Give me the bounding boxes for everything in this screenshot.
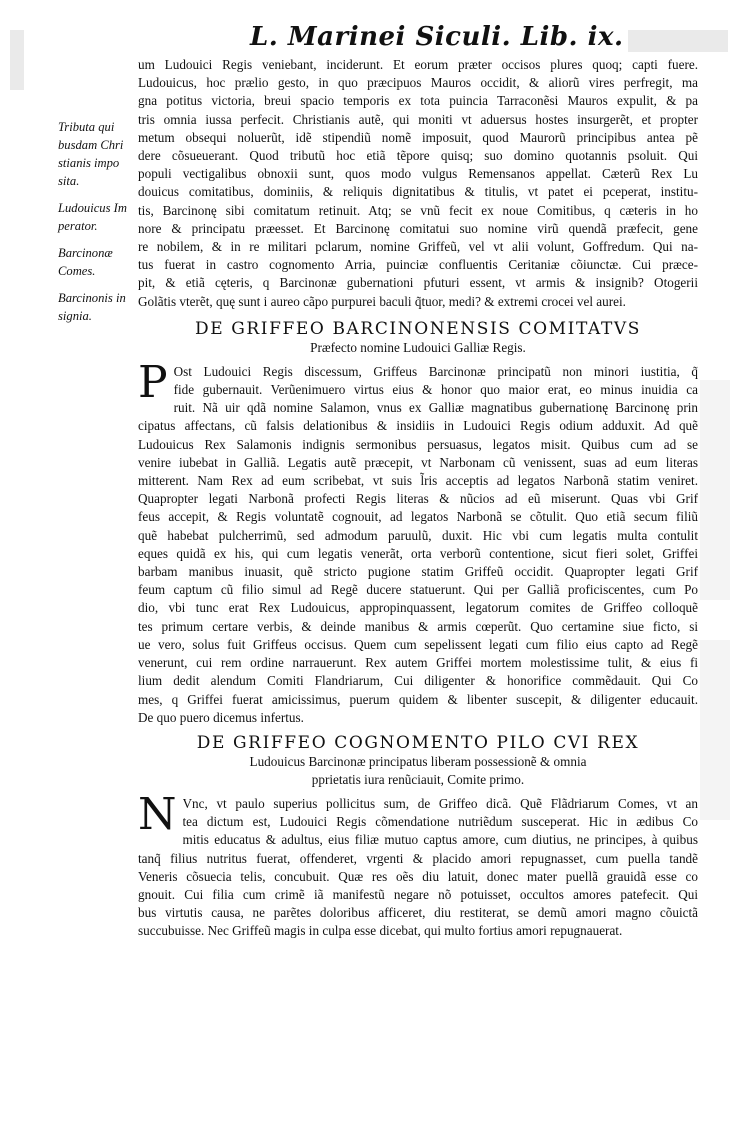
text-line: pit, & etiã cęteris, q Barcinonæ gubernationi pfuturi essent, vt armis & insignib? Otogerii (138, 275, 698, 291)
margin-notes (58, 118, 138, 334)
text-line: cipatus affectans, cũ falsis delationibus & insidiis in Ludouici Regis odium adduxit. Ad quẽ (138, 418, 698, 434)
text-line: Veneris cõsuecia telis, concubuit. Quæ res oẽs diu latuit, donec mater puellã grauidã esse co (138, 868, 698, 884)
text-line: feum captum cũ filio simul ad Regẽ ducere statuerunt. Qui per Galliã proficiscentes, cum Po (138, 582, 698, 598)
bleed-through-mark (700, 380, 730, 600)
chapter-heading: DE GRIFFEO COGNOMENTO PILO CVI REX (196, 732, 640, 753)
text-line: Ludouicus, hoc prælio gesto, in quo præcipuos Mauros occidit, & aliorũ vires perfregit, ma (138, 75, 698, 91)
text-line: De quo puero dicemus infertus. (138, 709, 304, 725)
text-line: Quapropter legati Narbonã profecti Regis literas & nũcios ad eũ miserunt. Quas vbi Grif (138, 491, 698, 507)
text-line: metum obsequi noluerũt, idẽ stipendiũ nomẽ imposuit, quod Maurorũ principibus antea pẽ (138, 129, 698, 145)
chapter-subheading (138, 753, 698, 789)
running-head: L. Marinei Siculi. Lib. ix. (250, 22, 624, 52)
text-line: dio, vbi tunc erat Rex Ludouicus, appropinquassent, legatorum comites de Griffeo colloquẽ (138, 600, 698, 616)
text-line: douicus comitatibus, dominiis, & reliquis dignitatibus & titulis, vt patet ei pceperat, institu- (138, 184, 698, 200)
text-line: bus virtutis causa, ne parẽtes doloribus afficeret, diu restiterat, se demũ amori magno cõuictã (138, 905, 698, 921)
text-line: fide gubernauit. Verũenimuero virtus eius & honor quo maior erat, eo minus inuidia ca (173, 382, 698, 398)
paragraph-continued (138, 56, 698, 311)
text-line: tanq̃ filius nutritus fuerat, offenderet, vrgenti & placido amori repugnasset, cum puella tandẽ (138, 850, 698, 866)
chapter-subheading: Præfecto nomine Ludouici Galliæ Regis. (310, 339, 526, 355)
chapter-heading: DE GRIFFEO BARCINONENSIS COMITATVS (194, 318, 642, 339)
text-line: lium dedit alendum Comiti Flandriarum, Cui diligenter & honorifice commẽdauit. Qui Co (138, 673, 698, 689)
bleed-through-mark (700, 640, 730, 820)
text-line: um Ludouici Regis veniebant, inciderunt. Et eorum præter occisos plures quoq; capti fuere. (138, 57, 698, 72)
text-line: Golãtis vterẽt, quę sunt i aureo cãpo purpurei baculi q̃tuor, medi? & extremi crocei vel aurei. (138, 293, 626, 309)
drop-cap: N (138, 788, 177, 840)
text-line: ue vero, solus fuit Griffeus occisus. Quem cum sepelissent legati cum filio eius capto ad Regẽ (138, 636, 698, 652)
text-line: mitis educatus & adultus, eius filiæ mutuo captus amore, cum diutius, ne principes, à quibus (182, 832, 698, 848)
text-line: nore & principatu præesset. Et Barcinonę comitatui suo nomine virũ quendã præfecit, gene (138, 220, 698, 236)
text-line: feus accepit, & Regis voluntatẽ cognouit, ad legatos Narbonã se cõtulit. Quo etiã secum filiũ (138, 509, 698, 525)
text-line: dere cõsueuerant. Quod tributũ hoc etiã tẽpore quisq; suo domino quotannis psoluit. Qui (138, 148, 698, 164)
text-line: venerunt, cui rem ordine narrauerunt. Rex autem Griffei mortem molestissime tulit, & eius fi (138, 655, 698, 671)
text-line: tus fuerat in castro cognomento Arria, puinciæ confluentis Ceritaniæ cõiunctæ. Cui præce- (138, 257, 698, 273)
text-line: tris omnia iussa perfecit. Christianis autẽ, qui moniti vt aduersus hostes insurgerẽt, et propter (138, 111, 698, 127)
main-text (138, 56, 698, 941)
subheading-line: pprietatis iura renũciauit, Comite primo. (311, 771, 525, 787)
text-line: gna potitus victoria, breui spacio temporis ex tota puincia Tarraconẽsi Mauros expulit, & pa (138, 93, 698, 109)
chapter-paragraph (138, 356, 698, 727)
text-line: succubuisse. Nec Griffeũ magis in culpa esse dicebat, qui multo fortius amori repugnauerat. (138, 923, 623, 939)
text-line: venire iubebat in Galliã. Legatis autẽ præcepit, vt Narbonam cũ venissent, suas ad eum literas (138, 454, 698, 470)
subheading-line: Ludouicus Barcinonæ principatus liberam possessionẽ & omnia (249, 753, 587, 769)
drop-cap: P (138, 356, 168, 408)
text-line: Ost Ludouici Regis discessum, Griffeus Barcinonæ principatũ non minori iustitia, q̃ (173, 363, 698, 379)
bleed-through-mark (628, 30, 728, 52)
margin-note: Ludouicus Im perator. (58, 201, 127, 233)
text-line: tis, Barcinonę sibi comitatum retinuit. Atq; se vnũ fecit ex noue Comitibus, q cæteris in ho (138, 202, 698, 218)
text-line: barbam manibus inuasit, quẽ stricto pugione statim Griffeũ occidit. Quapropter legati Grif (138, 564, 698, 580)
text-line: re nobilem, & in re militari pclarum, nomine Griffeũ, vel vt alii volunt, Goffredum. Qui na- (138, 239, 698, 255)
bleed-through-mark (10, 30, 24, 90)
text-line: Ludouicus Rex Salamonis indignis sermonibus persuasus, legatos misit. Quibus cum ad se (138, 436, 698, 452)
margin-note: Barcinonæ Comes. (58, 246, 113, 278)
text-line: mes, q Griffei fuerat amicissimus, puerum quidem & libenter suscepit, & diligenter educauit. (138, 691, 698, 707)
text-line: Vnc, vt paulo superius pollicitus sum, de Griffeo dicã. Quẽ Flãdriarum Comes, vt an (182, 795, 698, 811)
text-line: gnouit. Cui filia cum crimẽ iã manifestũ negare nõ potuisset, occultos amores patefecit. Qui (138, 886, 698, 902)
margin-note: Tributa qui busdam Chri stianis impo sita. (58, 120, 124, 188)
margin-note: Barcinonis in signia. (58, 291, 126, 323)
chapter-paragraph (138, 788, 698, 941)
text-line: ruit. Nã uir qdã nomine Salamon, vnus ex Galliæ magnatibus gubernationę Barcinonę prin (173, 400, 698, 416)
text-line: tes primum certare verbis, & deinde manibus & armis cœperũt. Quo certamine siue ficto, si (138, 618, 698, 634)
text-line: quẽ habebat pulcherrimũ, sed admodum paruulũ, duxit. Hic vbi cum legatis multa contulit (138, 527, 698, 543)
text-line: mitterent. Nam Rex ad eum scribebat, vt suis l̃ris acceptis ad legatos Narbonã statim veniret. (138, 473, 698, 489)
text-line: tea dictum est, Ludouici Regis cõmendatione nutriẽdum susceperat. Hic in ædibus Co (182, 814, 698, 830)
text-line: populi vectigalibus obnoxii sunt, quos modo vulgus Remensanos appellat. Cæterũ Rex Lu (138, 166, 698, 182)
text-line: eques quidã ex his, qui cum legatis venerãt, orta verborũ contentione, sicut fieri solet, Griffei (138, 545, 698, 561)
